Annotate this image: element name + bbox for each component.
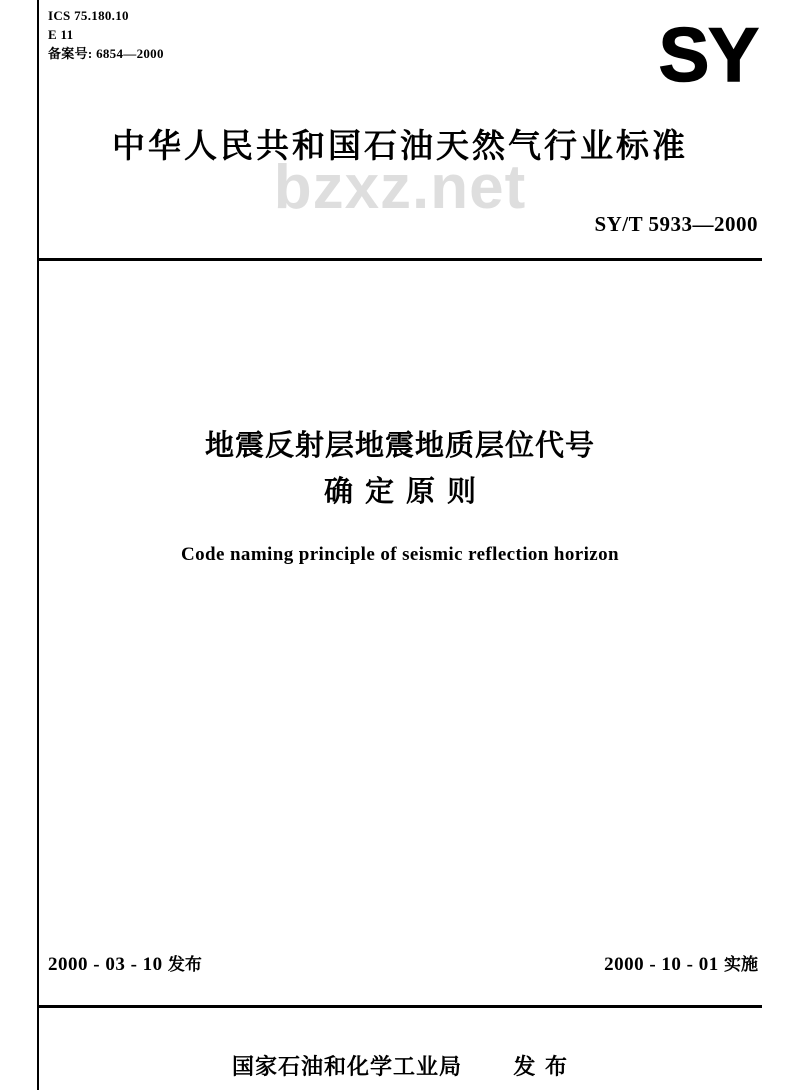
record-number: 备案号: 6854—2000: [48, 46, 164, 61]
standard-org-title: 中华人民共和国石油天然气行业标准: [112, 126, 688, 165]
publisher-name: 国家石油和化学工业局: [231, 1055, 462, 1080]
effective-date-block: [604, 950, 758, 976]
standard-number: SY/T 5933—2000: [594, 212, 758, 236]
issue-date-block: [48, 950, 202, 976]
publisher-action: 发 布: [513, 1055, 569, 1080]
watermark-text: bzxz.net: [273, 153, 527, 222]
header-metadata-block: [48, 6, 164, 63]
document-title-en: Code naming principle of seismic reflection horizon: [180, 544, 619, 565]
issue-date: 2000 - 03 - 10: [48, 954, 163, 975]
ics-code: ICS 75.180.10: [48, 8, 129, 23]
effective-date: 2000 - 10 - 01: [604, 954, 719, 975]
classification-code: E 11: [48, 27, 74, 42]
issue-date-label: 发布: [167, 955, 202, 975]
divider-rule-top: [38, 258, 762, 261]
document-title-cn-line2: 确定原则: [323, 474, 488, 508]
document-title-cn: [0, 422, 800, 514]
effective-date-label: 实施: [724, 955, 758, 975]
document-title-cn-line1: 地震反射层地震地质层位代号: [204, 428, 595, 462]
sy-logo: SY: [658, 13, 758, 98]
publisher-block: [0, 1050, 800, 1081]
divider-rule-bottom: [38, 1005, 762, 1008]
